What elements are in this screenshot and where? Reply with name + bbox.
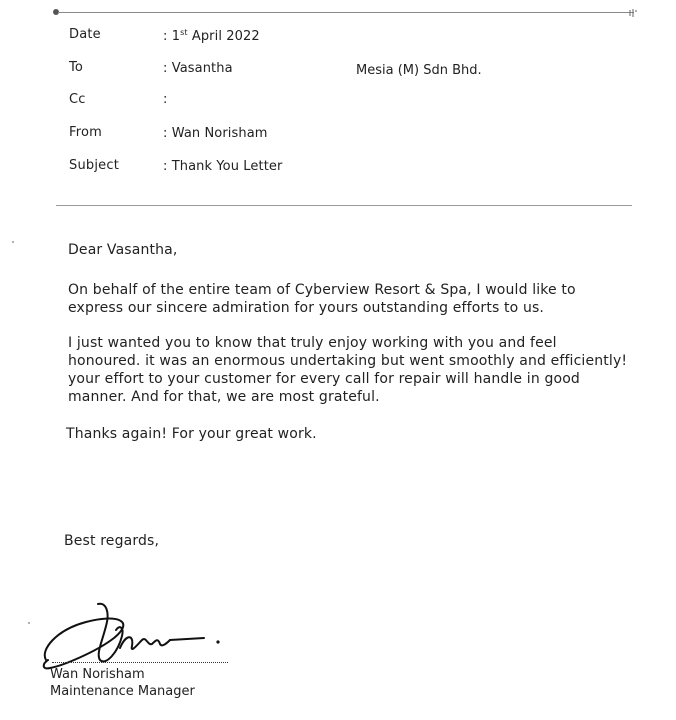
date-value: : 1st April 2022: [163, 28, 260, 44]
signer-name: Wan Norisham: [50, 667, 145, 682]
rule-end-mark: [629, 9, 638, 17]
paragraph-1: On behalf of the entire team of Cyberview Resort & Spa, I would like to express our sincere admiration for yours outstanding efforts to us.: [68, 282, 576, 316]
scan-speck: [28, 622, 30, 624]
signature-line: [52, 662, 228, 663]
cc-label: Cc: [69, 92, 86, 107]
subject-label: Subject: [69, 158, 119, 173]
from-label: From: [69, 125, 103, 140]
subject-value: : Thank You Letter: [163, 159, 283, 174]
signer-title: Maintenance Manager: [50, 684, 195, 699]
header-top-rule: [58, 12, 634, 13]
to-company: Mesia (M) Sdn Bhd.: [356, 63, 482, 78]
header-bottom-rule: [56, 205, 632, 206]
date-label: Date: [69, 27, 101, 42]
paragraph-3: Thanks again! For your great work.: [66, 426, 317, 442]
cc-value: :: [163, 92, 168, 107]
salutation: Dear Vasantha,: [68, 242, 178, 258]
to-value: : Vasantha: [163, 61, 233, 76]
closing: Best regards,: [64, 533, 160, 549]
from-value: : Wan Norisham: [163, 126, 268, 141]
scan-speck: [12, 241, 14, 243]
paragraph-2: I just wanted you to know that truly enjoy working with you and feel honoured. it was an enormous undertaking but went smoothly and efficiently! your effort to your customer for every call for repair will handle in good manner. And for that, we are most grateful.: [68, 335, 628, 405]
to-label: To: [69, 60, 84, 75]
